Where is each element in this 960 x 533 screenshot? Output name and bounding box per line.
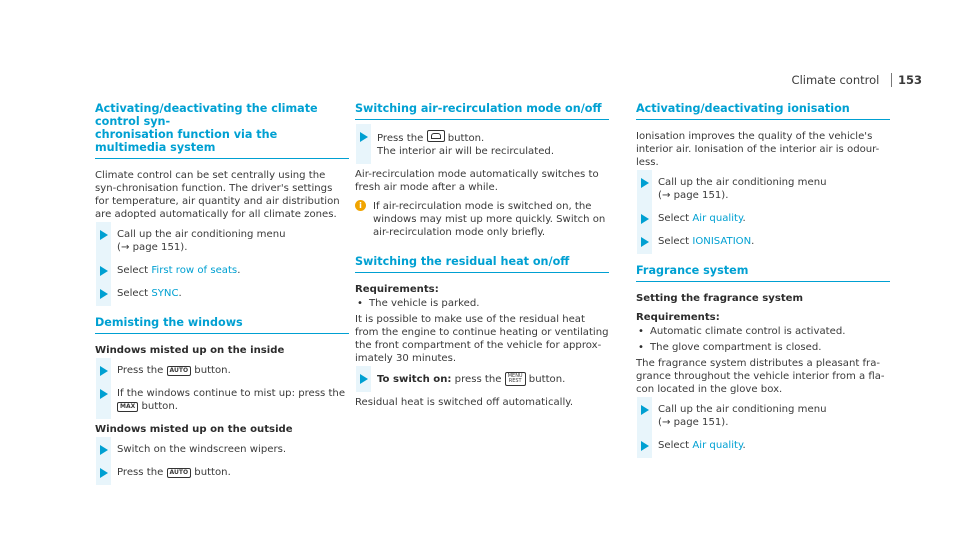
step-arrow-icon (100, 266, 108, 276)
paragraph: The fragrance system distributes a pleasant fra-grance throughout the vehicle interior from a fla-con located in the glove box. (636, 358, 885, 395)
page-number: 153 (891, 73, 922, 87)
column-3 (636, 102, 890, 462)
step: Select IONISATION. (636, 235, 890, 248)
step-arrow-icon (100, 389, 108, 399)
step-arrow-icon (100, 468, 108, 478)
heading-demisting: Demisting the windows (95, 316, 349, 334)
step-arrow-icon (360, 132, 368, 142)
max-defrost-button-icon: MAX (117, 402, 138, 412)
paragraph: Residual heat is switched off automatically. (355, 397, 574, 408)
step-arrow-icon (100, 366, 108, 376)
step-arrow-icon (100, 289, 108, 299)
column-1 (95, 102, 349, 489)
page-reference: (→ page 151). (658, 190, 729, 201)
step: Select Air quality. (636, 212, 890, 225)
menu-item-ionisation: IONISATION (692, 236, 752, 247)
menu-item-air-quality: Air quality (692, 440, 743, 451)
step: Call up the air conditioning menu (→ page 151). (636, 176, 890, 202)
section-title: Climate control (791, 73, 880, 87)
page-reference: (→ page 151). (658, 417, 729, 428)
auto-button-icon: AUTO (167, 366, 192, 376)
step: Select Air quality. (636, 439, 890, 452)
step: Switch on the windscreen wipers. (95, 443, 349, 456)
step-arrow-icon (100, 445, 108, 455)
heading-climate-sync: Activating/deactivating the climate control syn- chronisation function via the multimedia system (95, 102, 349, 159)
list-item: • Automatic climate control is activated. (636, 325, 890, 338)
page-header (792, 73, 922, 87)
step-arrow-icon (641, 441, 649, 451)
paragraph: It is possible to make use of the residual heat from the engine to continue heating or ventilating the front compartment of the vehicle for approx-imately 30 minutes. (355, 314, 609, 364)
menu-item-air-quality: Air quality (692, 213, 743, 224)
step: Press the button. The interior air will be recirculated. (355, 130, 609, 158)
info-icon: i (355, 200, 366, 211)
step: Select SYNC. (95, 287, 349, 300)
heading-air-recirculation: Switching air-recirculation mode on/off (355, 102, 609, 120)
subheading-inside: Windows misted up on the inside (95, 345, 285, 356)
step: To switch on: press the MENU REST button. (355, 372, 609, 386)
list-item: • The glove compartment is closed. (636, 341, 890, 354)
subheading-outside: Windows misted up on the outside (95, 424, 293, 435)
requirements-label: Requirements: (636, 312, 720, 323)
step: Press the AUTO button. (95, 364, 349, 377)
step-arrow-icon (641, 405, 649, 415)
list-item: • The vehicle is parked. (355, 297, 609, 310)
subheading-setting-fragrance: Setting the fragrance system (636, 293, 804, 304)
air-recirculation-button-icon (427, 130, 445, 142)
note: i If air-recirculation mode is switched on, the windows may mist up more quickly. Switch on air-recirculation mode only briefly. (355, 200, 609, 239)
menu-item-sync: SYNC (151, 288, 179, 299)
auto-button-icon: AUTO (167, 468, 192, 478)
step: Select First row of seats. (95, 264, 349, 277)
heading-fragrance: Fragrance system (636, 264, 890, 282)
page-reference: (→ page 151). (117, 242, 188, 253)
heading-ionisation: Activating/deactivating ionisation (636, 102, 890, 120)
step: Call up the air conditioning menu (→ page 151). (636, 403, 890, 429)
paragraph: Climate control can be set centrally using the syn-chronisation function. The driver's settings for temperature, air quantity and air distribution are adopted automatically for all climate zones. (95, 170, 340, 220)
paragraph: Air-recirculation mode automatically switches to fresh air mode after a while. (355, 169, 599, 193)
step: Press the AUTO button. (95, 466, 349, 479)
step-arrow-icon (641, 178, 649, 188)
menu-rest-button-icon: MENU REST (505, 372, 526, 386)
paragraph: Ionisation improves the quality of the vehicle's interior air. Ionisation of the interior air is odour-less. (636, 131, 880, 168)
step-arrow-icon (641, 237, 649, 247)
step: Call up the air conditioning menu (→ page 151). (95, 228, 349, 254)
step: If the windows continue to mist up: press the MAX button. (95, 387, 349, 413)
requirements-label: Requirements: (355, 284, 439, 295)
heading-residual-heat: Switching the residual heat on/off (355, 255, 609, 273)
column-2 (355, 102, 609, 415)
step-arrow-icon (641, 214, 649, 224)
menu-item-first-row-of-seats: First row of seats (151, 265, 238, 276)
step-arrow-icon (100, 230, 108, 240)
step-arrow-icon (360, 374, 368, 384)
